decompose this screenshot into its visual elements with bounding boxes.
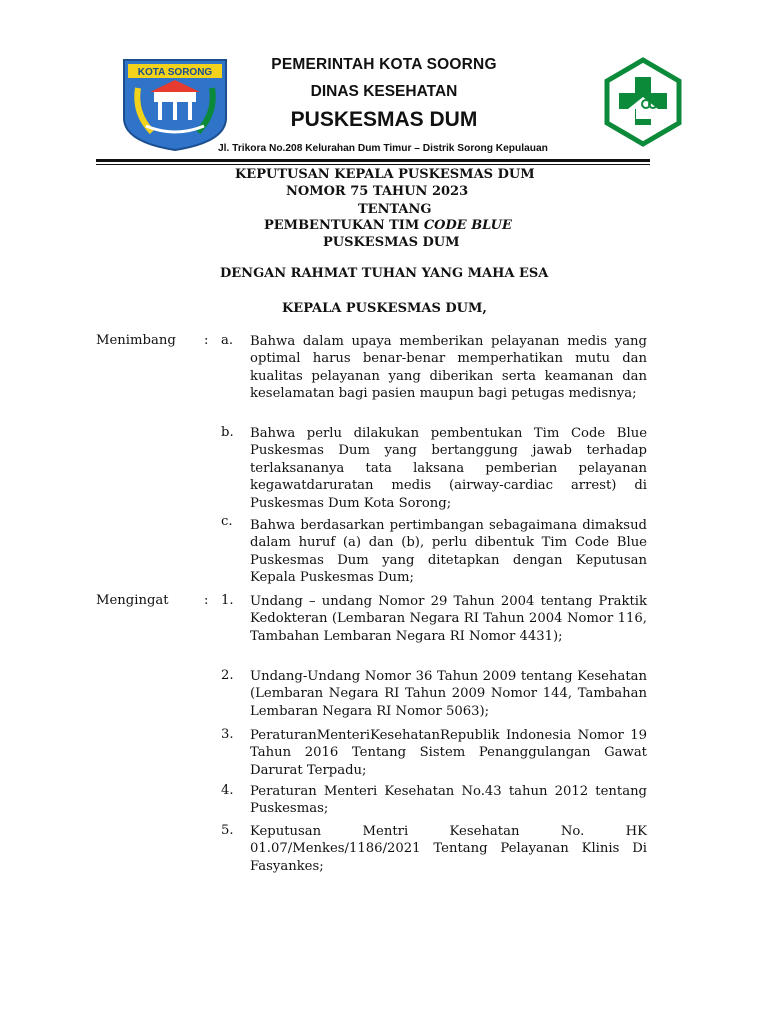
section-label-mengingat: Mengingat — [96, 593, 169, 608]
government-name: PEMERINTAH KOTA SOORNG — [271, 56, 497, 73]
emblem-text: KOTA SORONG — [137, 67, 213, 78]
decree-subject-text: PEMBENTUKAN TIM — [264, 218, 424, 233]
consideration-item: Bahwa perlu dilakukan pembentukan Tim Code Blue Puskesmas Dum yang bertanggung jawab terhadap terlaksananya tata laksana pemberian pelayanan kegawatdaruratan medis (airway-cardiac arrest) di Puskesmas Dum Kota Sorong; — [250, 426, 647, 511]
consideration-item: Bahwa dalam upaya memberikan pelayanan medis yang optimal harus benar-benar memperhatikan mutu dan kualitas pelayanan yang diberikan serta keamanan dan keselamatan bagi pasien maupun bagi petugas medisnya; — [250, 334, 647, 402]
institution-name: PUSKESMAS DUM — [290, 108, 478, 131]
legal-basis-item: Undang – undang Nomor 29 Tahun 2004 tentang Praktik Kedokteran (Lembaran Negara RI Tahun 2004 Nomor 116, Tambahan Lembaran Negara RI Nomor 4431); — [250, 594, 647, 644]
decree-subject-italic: CODE BLUE — [423, 218, 512, 233]
legal-basis-item: Undang-Undang Nomor 36 Tahun 2009 tentang Kesehatan (Lembaran Negara RI Tahun 2009 Nomor 144, Tambahan Lembaran Negara RI Nomor 5063); — [250, 669, 647, 719]
item-marker: 1. — [221, 593, 234, 608]
item-marker: 5. — [221, 823, 234, 838]
decree-subject-institution: PUSKESMAS DUM — [323, 235, 460, 250]
decree-heading: KEPUTUSAN KEPALA PUSKESMAS DUM — [235, 167, 535, 182]
decree-number: NOMOR 75 TAHUN 2023 — [286, 184, 469, 199]
item-marker: a. — [221, 333, 234, 348]
legal-basis-item: Keputusan Mentri Kesehatan No. HK 01.07/Menkes/1186/2021 Tentang Pelayanan Klinis Di Fasyankes; — [250, 824, 647, 874]
consideration-item: Bahwa berdasarkan pertimbangan sebagaimana dimaksud dalam huruf (a) dan (b), perlu dibentuk Tim Code Blue Puskesmas Dum yang ditetapkan dengan Keputusan Kepala Puskesmas Dum; — [250, 518, 647, 586]
address: Jl. Trikora No.208 Kelurahan Dum Timur – Distrik Sorong Kepulauan — [218, 143, 548, 154]
item-marker: 4. — [221, 783, 234, 798]
item-marker: 2. — [221, 668, 234, 683]
puskesmas-logo — [598, 57, 688, 147]
section-colon: : — [204, 593, 209, 608]
legal-basis-item: PeraturanMenteriKesehatanRepublik Indonesia Nomor 19 Tahun 2016 Tentang Sistem Penanggulangan Gawat Darurat Terpadu; — [250, 728, 647, 778]
section-label-menimbang: Menimbang — [96, 333, 176, 348]
letterhead-divider-thick — [96, 159, 650, 162]
letterhead-divider-thin — [96, 164, 650, 165]
decree-subject — [264, 218, 512, 233]
item-marker: 3. — [221, 727, 234, 742]
head-title: KEPALA PUSKESMAS DUM, — [282, 301, 487, 316]
legal-basis-item: Peraturan Menteri Kesehatan No.43 tahun 2012 tentang Puskesmas; — [250, 784, 647, 817]
section-colon: : — [204, 333, 209, 348]
agency-name: DINAS KESEHATAN — [310, 83, 458, 100]
blessing-line: DENGAN RAHMAT TUHAN YANG MAHA ESA — [220, 266, 549, 281]
item-marker: b. — [221, 425, 234, 440]
decree-about: TENTANG — [358, 202, 432, 217]
item-marker: c. — [221, 514, 233, 529]
